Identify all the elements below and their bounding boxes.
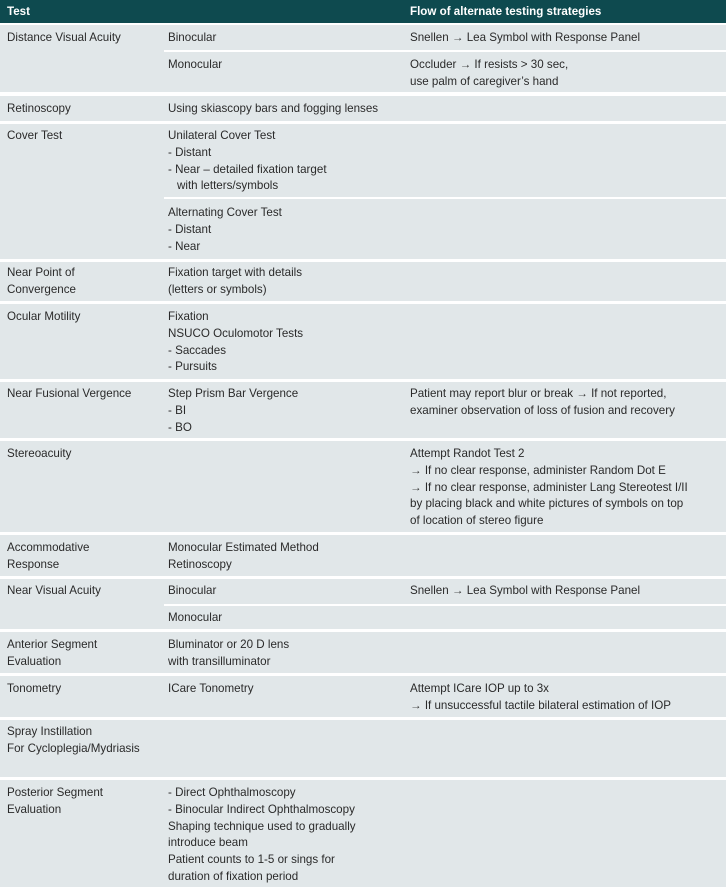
test-cell: Distance Visual Acuity — [7, 31, 121, 44]
test-cell: Near Visual Acuity — [7, 584, 101, 597]
method-cell: Bluminator or 20 D lens with transilluminator — [168, 638, 290, 668]
flow-cell: Snellen → Lea Symbol with Response Panel — [410, 584, 641, 597]
table-row-distance-va-binocular — [0, 25, 726, 50]
flow-cell: Occluder → If resists > 30 sec, use palm of caregiver’s hand — [410, 58, 569, 88]
table-row-near-point-convergence — [0, 262, 726, 301]
table-row-spray-instillation — [0, 720, 726, 777]
table-row-accommodative-response — [0, 535, 726, 576]
table-row-tonometry — [0, 676, 726, 717]
table-row-retinoscopy — [0, 96, 726, 121]
table-row-anterior-segment — [0, 632, 726, 673]
row-divider — [164, 197, 726, 199]
method-cell: Binocular — [168, 31, 217, 44]
table-header — [0, 0, 726, 23]
table-row-cover-unilateral — [0, 124, 726, 197]
method-cell: Step Prism Bar Vergence - BI - BO — [168, 387, 299, 434]
table-row-near-fusional-vergence — [0, 382, 726, 438]
table-row-distance-va-monocular — [0, 50, 726, 92]
method-cell: Fixation target with details (letters or symbols) — [168, 266, 303, 296]
method-cell: Monocular — [168, 58, 223, 71]
flow-cell: Snellen → Lea Symbol with Response Panel — [410, 31, 641, 44]
table-row-near-va-monocular — [0, 604, 726, 629]
test-cell: Spray Instillation For Cycloplegia/Mydriasis — [7, 725, 140, 755]
test-cell: Accommodative Response — [7, 541, 90, 571]
method-cell: Alternating Cover Test - Distant - Near — [168, 206, 282, 253]
test-cell: Near Fusional Vergence — [7, 387, 132, 400]
test-cell: Tonometry — [7, 682, 62, 695]
method-cell: Monocular — [168, 611, 223, 624]
row-divider — [164, 604, 726, 606]
flow-cell: Attempt ICare IOP up to 3x → If unsuccessful tactile bilateral estimation of IOP — [410, 682, 671, 712]
test-cell: Anterior Segment Evaluation — [7, 638, 98, 668]
test-cell: Stereoacuity — [7, 447, 72, 460]
test-cell: Retinoscopy — [7, 102, 71, 115]
header-flow: Flow of alternate testing strategies — [410, 5, 602, 18]
test-cell: Cover Test — [7, 129, 63, 142]
method-cell: ICare Tonometry — [168, 682, 254, 695]
table-row-cover-alternating — [0, 197, 726, 259]
table-row-ocular-motility — [0, 304, 726, 379]
method-cell: Monocular Estimated Method Retinoscopy — [168, 541, 319, 571]
header-test: Test — [7, 5, 30, 18]
test-cell: Posterior Segment Evaluation — [7, 786, 104, 816]
table-row-stereoacuity — [0, 441, 726, 532]
method-cell: Unilateral Cover Test - Distant - Near – detailed fixation target with letters/symbols — [168, 129, 327, 193]
row-divider — [164, 50, 726, 52]
method-cell: Fixation NSUCO Oculomotor Tests - Saccades - Pursuits — [168, 310, 304, 374]
flow-cell: Patient may report blur or break → If not reported, examiner observation of loss of fusion and recovery — [410, 387, 675, 417]
method-cell: - Direct Ophthalmoscopy - Binocular Indirect Ophthalmoscopy Shaping technique used to gradually introduce beam Patient counts to 1-5 or sings for duration of fixation period — [168, 786, 356, 883]
table-row-near-va-binocular — [0, 579, 726, 604]
method-cell: Binocular — [168, 584, 217, 597]
test-cell: Ocular Motility — [7, 310, 81, 323]
method-cell: Using skiascopy bars and fogging lenses — [168, 102, 379, 115]
table-row-posterior-segment — [0, 780, 726, 887]
test-cell: Near Point of Convergence — [7, 266, 76, 296]
flow-cell: Attempt Randot Test 2 → If no clear response, administer Random Dot E → If no clear response, administer Lang Stereotest I/II by placing black and white pictures of symbols on top of location of stereo figure — [410, 447, 688, 528]
